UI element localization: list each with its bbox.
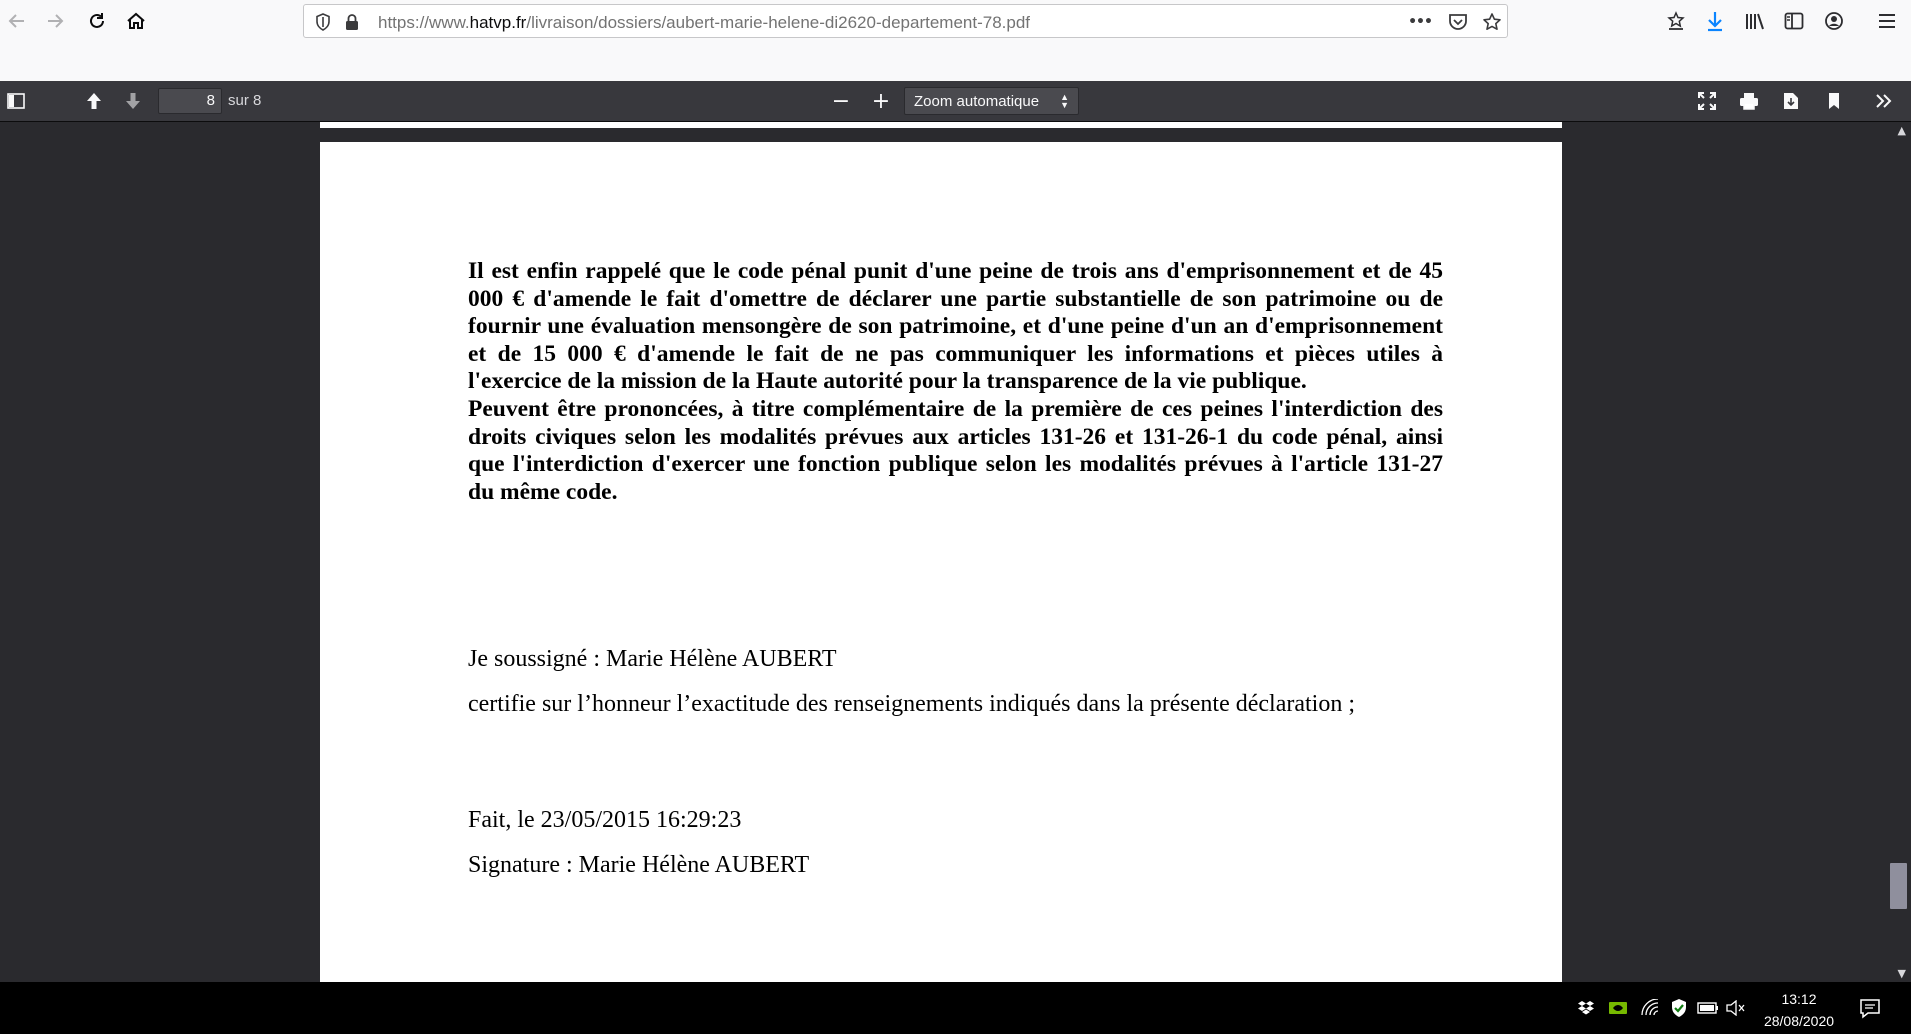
pocket-icon[interactable] — [1447, 11, 1469, 33]
date-line: Fait, le 23/05/2015 16:29:23 — [468, 807, 742, 833]
zoom-select[interactable] — [904, 87, 1079, 115]
dropbox-icon[interactable] — [1574, 996, 1598, 1020]
notifications-icon[interactable] — [1858, 996, 1882, 1020]
more-actions-icon[interactable]: ••• — [1408, 14, 1432, 30]
pdf-viewer[interactable] — [0, 122, 1911, 982]
url-prefix: https://www. — [378, 13, 470, 32]
library-icon[interactable] — [1741, 8, 1769, 34]
download-icon[interactable] — [1701, 8, 1729, 34]
security-shield-icon[interactable] — [1667, 996, 1691, 1020]
certification-line: certifie sur l’honneur l’exactitude des renseignements indiqués dans la présente déclaration ; — [468, 691, 1356, 717]
url-bar[interactable] — [303, 4, 1508, 38]
tools-chevron-icon[interactable] — [1870, 88, 1898, 114]
reload-icon[interactable] — [80, 6, 114, 36]
page-number-input[interactable]: 8 — [158, 88, 222, 114]
previous-page-icon[interactable] — [80, 88, 108, 114]
home-icon[interactable] — [119, 6, 153, 36]
url-path: /livraison/dossiers/aubert-marie-helene-di2620-departement-78.pdf — [526, 13, 1031, 32]
nvidia-icon[interactable] — [1606, 996, 1630, 1020]
pdf-toolbar — [0, 81, 1911, 122]
back-icon[interactable] — [0, 6, 34, 36]
scrollbar[interactable] — [1887, 122, 1911, 982]
scroll-down-icon[interactable]: ▼ — [1897, 967, 1906, 980]
clock-time: 13:12 — [1781, 991, 1817, 1007]
browser-toolbar — [0, 0, 1911, 46]
scroll-up-icon[interactable]: ▲ — [1897, 124, 1906, 137]
declarant-line: Je soussigné : Marie Hélène AUBERT — [468, 646, 837, 672]
scrollbar-thumb[interactable] — [1890, 863, 1907, 909]
presentation-mode-icon[interactable] — [1693, 88, 1721, 114]
star-icon[interactable] — [1481, 11, 1503, 33]
legal-paragraph-penalties: Il est enfin rappelé que le code pénal punit d'une peine de trois ans d'emprisonnement et de 45 000 € d'amende le fait d'omettre de déclarer une partie substantielle de son patrimoine ou de fournir une évaluation mensongère de son patrimoine, et d'une peine d'un an d'emprisonnement et de 15 000 € d'amende le fait de ne pas communiquer les informations et pièces utiles à l'exercice de la mission de la Haute autorité pour la transparence de la vie publique. — [468, 258, 1443, 395]
next-page-icon[interactable] — [119, 88, 147, 114]
shield-icon[interactable] — [312, 11, 334, 33]
bookmark-icon[interactable] — [1820, 88, 1848, 114]
battery-icon[interactable] — [1696, 996, 1720, 1020]
legal-paragraph-complementary: Peuvent être prononcées, à titre complémentaire de la première de ces peines l'interdiction des droits civiques selon les modalités prévues aux articles 131-26 et 131-26-1 du code pénal, ainsi que l'interdiction d'exercer une fonction publique selon les modalités prévues à l'article 131-27 du même code. — [468, 395, 1443, 505]
pdf-page — [320, 142, 1562, 982]
legal-notice — [468, 258, 1443, 506]
url-text[interactable] — [378, 13, 1030, 33]
wifi-icon[interactable] — [1638, 996, 1662, 1020]
signature-line: Signature : Marie Hélène AUBERT — [468, 852, 810, 878]
taskbar — [0, 982, 1911, 1034]
zoom-out-button[interactable]: − — [831, 88, 851, 114]
account-icon[interactable] — [1820, 8, 1848, 34]
volume-muted-icon[interactable] — [1724, 996, 1748, 1020]
save-pdf-icon[interactable] — [1777, 88, 1805, 114]
sidebar-icon[interactable] — [1780, 8, 1808, 34]
zoom-in-button[interactable]: + — [871, 88, 891, 114]
forward-icon[interactable] — [38, 6, 72, 36]
select-arrows-icon: ▲ ▼ — [1060, 92, 1069, 110]
url-domain: hatvp.fr — [469, 13, 527, 32]
clock-date: 28/08/2020 — [1763, 1013, 1835, 1029]
zoom-select-value: Zoom automatique — [914, 93, 1040, 110]
library-save-icon[interactable] — [1662, 8, 1690, 34]
sidebar-toggle-icon[interactable] — [2, 88, 30, 114]
taskbar-clock[interactable] — [1747, 988, 1851, 1032]
menu-icon[interactable] — [1873, 8, 1901, 34]
lock-icon[interactable] — [341, 11, 363, 33]
print-icon[interactable] — [1735, 88, 1763, 114]
previous-page-edge — [320, 122, 1562, 128]
page-count-label: sur 8 — [228, 92, 262, 109]
